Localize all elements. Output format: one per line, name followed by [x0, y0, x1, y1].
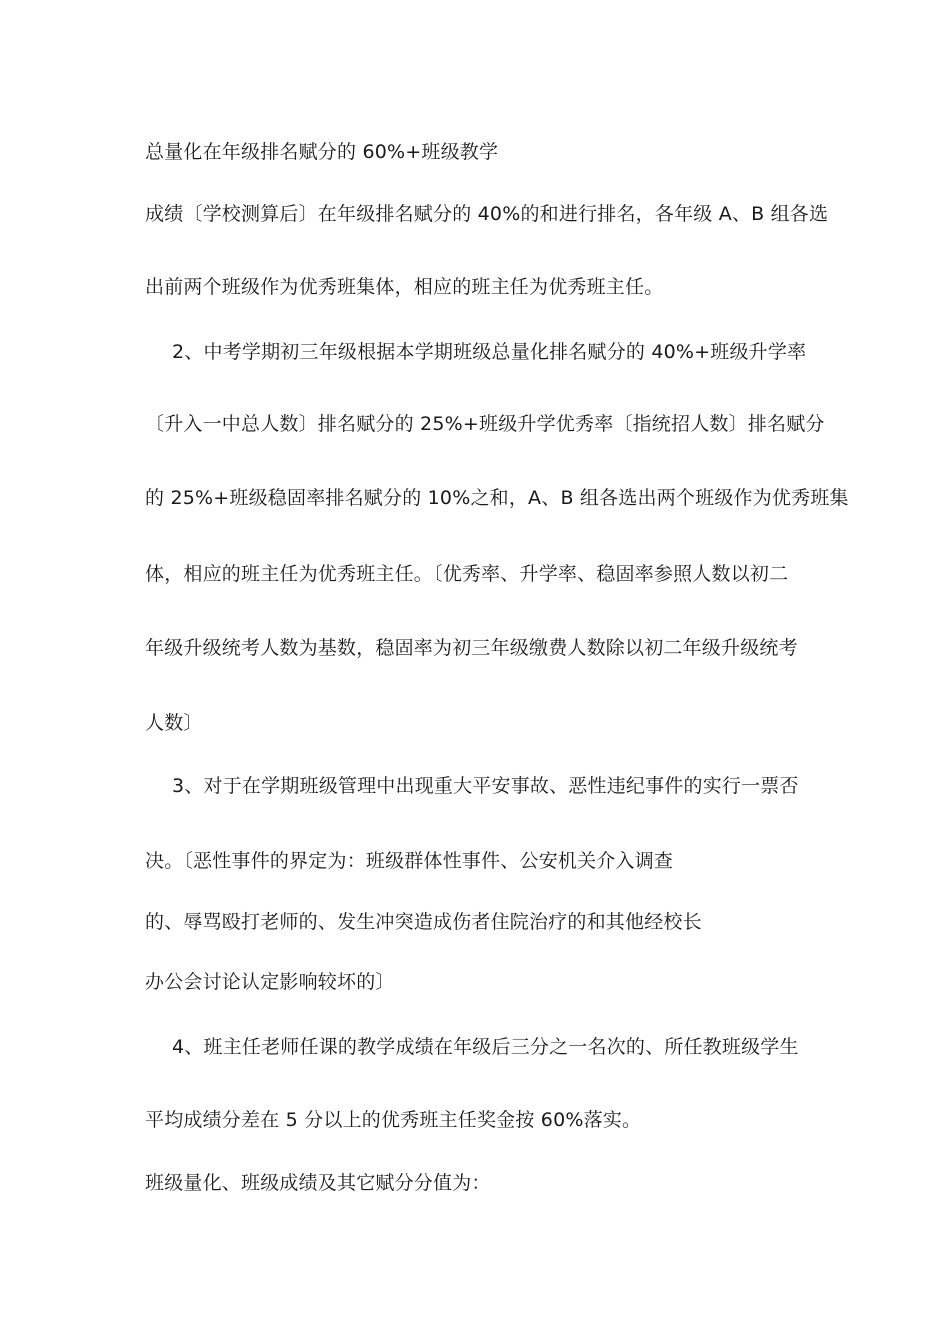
numbered-item-2: 2、中考学期初三年级根据本学期班级总量化排名赋分的 40%+班级升学率 [172, 341, 807, 363]
paragraph-line: 办公会讨论认定影响较坏的〕 [145, 971, 395, 993]
numbered-item-3: 3、对于在学期班级管理中出现重大平安事故、恶性违纪事件的实行一票否 [172, 775, 799, 797]
paragraph-line: 出前两个班级作为优秀班集体，相应的班主任为优秀班主任。 [145, 276, 664, 298]
paragraph-line: 〔升入一中总人数〕排名赋分的 25%+班级升学优秀率〔指统招人数〕排名赋分 [145, 413, 825, 435]
paragraph-line: 的 25%+班级稳固率排名赋分的 10%之和，A、B 组各选出两个班级作为优秀班集 [145, 487, 849, 509]
paragraph-line: 人数〕 [145, 712, 203, 734]
section-lead-line: 班级量化、班级成绩及其它赋分分值为： [145, 1172, 491, 1194]
paragraph-line: 年级升级统考人数为基数，稳固率为初三年级缴费人数除以初二年级升级统考 [145, 637, 798, 659]
paragraph-line: 的、辱骂殴打老师的、发生冲突造成伤者住院治疗的和其他经校长 [145, 911, 702, 933]
paragraph-line: 总量化在年级排名赋分的 60%+班级教学 [145, 141, 499, 163]
paragraph-line: 成绩〔学校测算后〕在年级排名赋分的 40%的和进行排名，各年级 A、B 组各选 [145, 203, 829, 225]
numbered-item-4: 4、班主任老师任课的教学成绩在年级后三分之一名次的、所任教班级学生 [172, 1036, 799, 1058]
paragraph-line: 平均成绩分差在 5 分以上的优秀班主任奖金按 60%落实。 [145, 1109, 642, 1131]
paragraph-line: 体，相应的班主任为优秀班主任。〔优秀率、升学率、稳固率参照人数以初二 [145, 563, 789, 585]
paragraph-line: 决。〔恶性事件的界定为：班级群体性事件、公安机关介入调查 [145, 850, 674, 872]
